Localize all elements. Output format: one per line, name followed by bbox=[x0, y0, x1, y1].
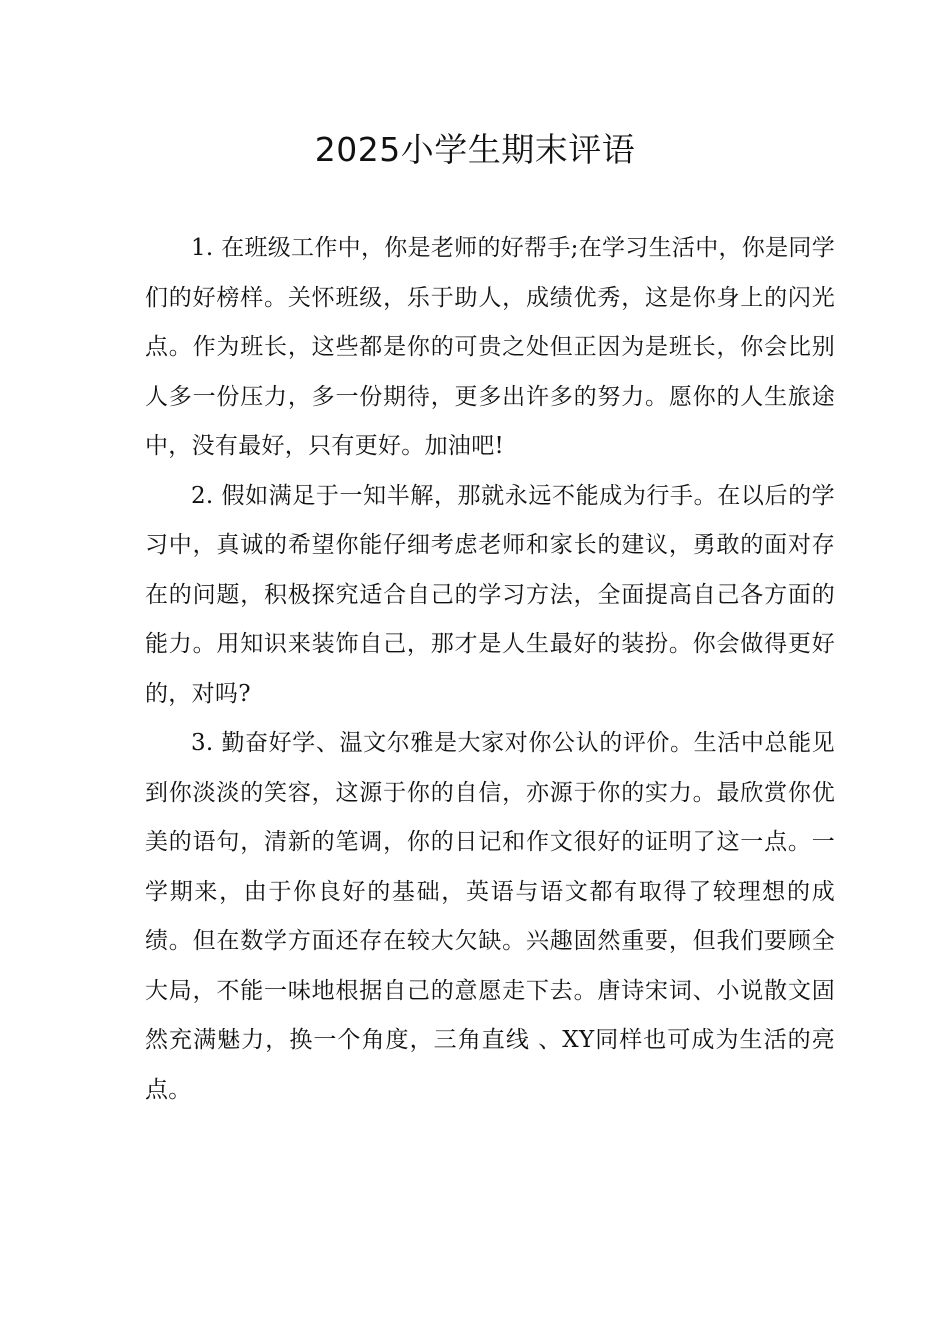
document-body bbox=[145, 224, 835, 1115]
comment-paragraph-1: 1. 在班级工作中，你是老师的好帮手;在学习生活中，你是同学们的好榜样。关怀班级，乐于助人，成绩优秀，这是你身上的闪光点。作为班长，这些都是你的可贵之处但正因为是班长，你会比别人多一份压力，多一份期待，更多出许多的努力。愿你的人生旅途中，没有最好，只有更好。加油吧! bbox=[145, 235, 836, 459]
comment-paragraph-3: 3. 勤奋好学、温文尔雅是大家对你公认的评价。生活中总能见到你淡淡的笑容，这源于你的自信，亦源于你的实力。最欣赏你优美的语句，清新的笔调，你的日记和作文很好的证明了这一点。一学期来，由于你良好的基础，英语与语文都有取得了较理想的成绩。但在数学方面还存在较大欠缺。兴趣固然重要，但我们要顾全大局，不能一味地根据自己的意愿走下去。唐诗宋词、小说散文固然充满魅力，换一个角度，三角直线 、XY同样也可成为生活的亮点。 bbox=[145, 730, 835, 1103]
comment-paragraph-2: 2. 假如满足于一知半解，那就永远不能成为行手。在以后的学习中，真诚的希望你能仔细考虑老师和家长的建议，勇敢的面对存在的问题，积极探究适合自己的学习方法，全面提高自己各方面的能力。用知识来装饰自己，那才是人生最好的装扮。你会做得更好的，对吗? bbox=[145, 482, 835, 707]
document-title: 2025小学生期末评语 bbox=[314, 130, 636, 169]
